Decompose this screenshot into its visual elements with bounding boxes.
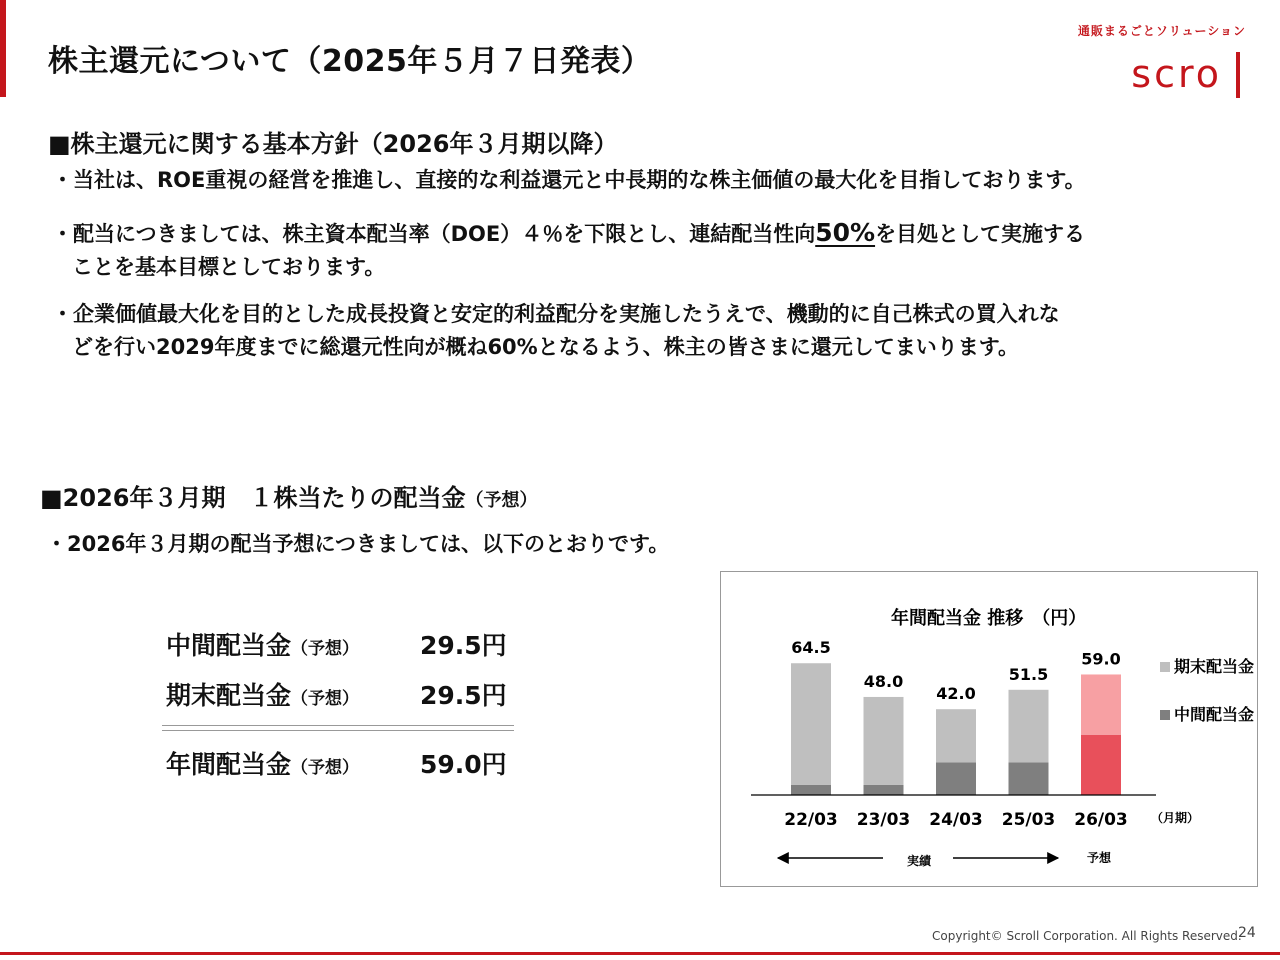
actual-label: 実績 [906,854,932,868]
dividend-row-forecast: （予想） [291,758,360,778]
bar-segment [864,697,904,785]
legend-swatch [1160,662,1170,672]
bar-total-label: 48.0 [863,671,904,691]
x-tick-label: 26/03 [1074,810,1128,830]
policy-bullet-buyback-cont: どを行い2029年度までに総還元性向が概ね60%となるよう、株主の皆さまに還元してまいります。 [72,335,1020,359]
x-tick-label: 24/03 [929,810,983,830]
dividend-row-year-end [162,672,514,722]
legend-label: 中間配当金 [1174,705,1255,724]
dividend-row-annual [162,741,514,791]
bar-segment [936,709,976,762]
bar-segment [791,663,831,785]
policy-bullet-dividend-text: ・配当につきましては、株主資本配当率（DOE）４％を下限とし、連結配当性向 [52,222,816,246]
policy-bullet-roe [52,164,1257,197]
forecast-label: 予想 [1086,851,1112,865]
legend-swatch [1160,710,1170,720]
x-tick-label: 23/03 [856,810,911,830]
bar-total-label: 42.0 [936,684,976,704]
company-logo [1052,22,1252,102]
policy-bullet-buyback [52,298,1257,364]
bar-total-label: 64.5 [791,638,831,658]
x-unit-label: （月期） [1151,811,1200,825]
dividend-chart-svg [721,572,1257,886]
dividend-row-interim [162,622,514,672]
table-double-rule [162,725,514,731]
bar-segment [936,762,976,795]
dividend-note: ・2026年３月期の配当予想につきましては、以下のとおりです。 [46,532,670,556]
bar-segment [1081,674,1121,734]
bar-total-label: 51.5 [1008,664,1049,684]
bar-segment [864,785,904,795]
dividend-row-value: 29.5円 [420,631,507,660]
left-accent-bar [0,0,6,97]
dividend-row-value: 29.5円 [420,681,507,710]
dividend-row-label: 中間配当金 [166,631,292,660]
page-number: 24 [1238,925,1256,941]
dividend-row-forecast: （予想） [291,689,360,709]
dividend-row-label: 期末配当金 [166,681,292,710]
dividend-row-value: 59.0円 [420,750,507,779]
policy-bullet-buyback-text: ・企業価値最大化を目的とした成長投資と安定的利益配分を実施したうえで、機動的に自己株式の買入れな [52,302,1060,326]
legend-label: 期末配当金 [1174,657,1255,676]
policy-bullet-dividend-cont: ことを基本目標としております。 [72,255,386,279]
bar-segment [1009,690,1049,763]
logo-wordmark: scro [1131,52,1222,96]
policy-bullet-roe-text: ・当社は、ROE重視の経営を推進し、直接的な利益還元と中長期的な株主価値の最大化を目指しております。 [52,168,1086,192]
footer-accent-line [0,952,1280,955]
chart-title: 年間配当金 推移 （円） [891,608,1087,629]
dividend-chart [720,571,1258,887]
logo-bar [1236,52,1240,98]
policy-bullet-dividend-text-end: を目処として実施する [875,222,1086,246]
bar-total-label: 59.0 [1081,649,1121,669]
dividend-heading-main: ■2026年３月期 １株当たりの配当金 [40,484,466,512]
payout-ratio-emphasis: 50% [815,218,876,247]
bar-segment [791,785,831,795]
dividend-row-label: 年間配当金 [166,750,292,779]
bar-segment [1009,762,1049,795]
dividend-row-forecast: （予想） [291,639,360,659]
policy-bullet-dividend [52,216,1257,284]
dividend-heading [40,478,537,513]
bar-segment [1081,735,1121,795]
logo-tagline: 通販まるごとソリューション [1077,24,1246,38]
copyright-text: Copyright© Scroll Corporation. All Rights Reserved. [932,929,1242,943]
x-tick-label: 25/03 [1001,810,1056,830]
dividend-table [162,622,514,791]
dividend-heading-sub: （予想） [465,490,538,511]
x-tick-label: 22/03 [784,810,838,830]
policy-heading: ■株主還元に関する基本方針（2026年３月期以降） [48,130,618,158]
page-title: 株主還元について（2025年５月７日発表） [48,44,652,79]
